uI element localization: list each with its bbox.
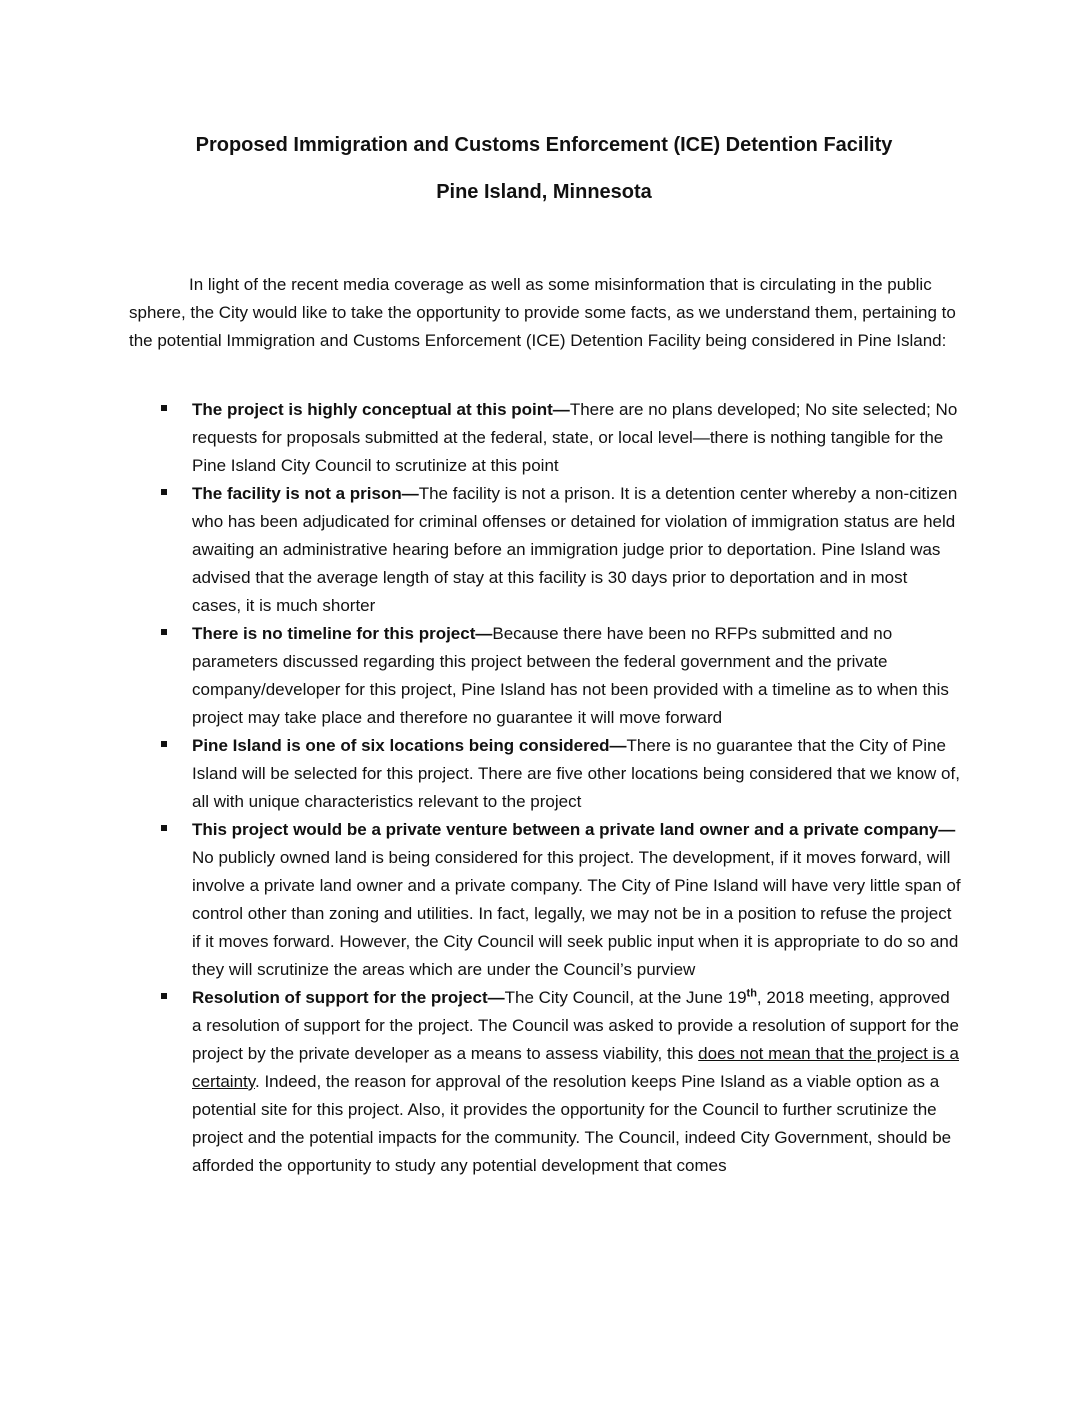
fact-text: No publicly owned land is being considered for this project. The development, if it moves forward, will involve a private land owner and a private company. The City of Pine Island will have very little span of control other than zoning and utilities. In fact, legally, we may not be in a position to refuse the project if it moves forward. However, the City Council will seek public input when it is appropriate to do so and they will scrutinize the areas which are under the Council’s purview <box>192 848 961 979</box>
square-bullet-icon <box>161 741 167 747</box>
fact-list <box>129 396 961 1180</box>
fact-text: There is no guarantee that the City of Pine Island will be selected for this project. There are five other locations being considered that we know of, all with unique characteristics relevant to the project <box>192 736 960 811</box>
fact-item-resolution <box>129 984 961 1180</box>
fact-item <box>129 620 961 732</box>
square-bullet-icon <box>161 825 167 831</box>
resolution-text-part-3: . Indeed, the reason for approval of the resolution keeps Pine Island as a viable option as a potential site for this project. Also, it provides the opportunity for the Council to further scrutinize the project and the potential impacts for the community. The Council, indeed City Government, should be afforded the opportunity to study any potential development that comes <box>192 1072 952 1175</box>
fact-heading: There is no timeline for this project— <box>192 624 493 643</box>
square-bullet-icon <box>161 993 167 999</box>
fact-item <box>129 816 961 984</box>
underlined-emphasis: does not mean that the project is a certainty <box>192 1044 959 1091</box>
fact-heading: This project would be a private venture between a private land owner and a private company— <box>192 820 956 839</box>
fact-heading: The facility is not a prison— <box>192 484 419 503</box>
fact-item <box>129 480 961 620</box>
document-subtitle-location: Pine Island, Minnesota <box>436 181 652 203</box>
fact-item <box>129 396 961 480</box>
fact-heading: The project is highly conceptual at this point— <box>192 400 570 419</box>
fact-heading: Pine Island is one of six locations being considered— <box>192 736 627 755</box>
square-bullet-icon <box>161 489 167 495</box>
fact-text: Because there have been no RFPs submitted and no parameters discussed regarding this project between the federal government and the private company/developer for this project, Pine Island has not been provided with a timeline as to when this project may take place and therefore no guarantee it will move forward <box>192 624 949 727</box>
resolution-text-part-1: The City Council, at the June 19 <box>504 988 747 1007</box>
intro-paragraph: In light of the recent media coverage as well as some misinformation that is circulating in the public sphere, the City would like to take the opportunity to provide some facts, as we understand them, pertaining to the potential Immigration and Customs Enforcement (ICE) Detention Facility being considered in Pine Island: <box>129 275 956 350</box>
fact-text: There are no plans developed; No site selected; No requests for proposals submitted at the federal, state, or local level—there is nothing tangible for the Pine Island City Council to scrutinize at this point <box>192 400 958 475</box>
resolution-text-part-2: , 2018 meeting, approved a resolution of support for the project. The Council was asked to provide a resolution of support for the project by the private developer as a means to assess viability, this <box>192 988 960 1063</box>
fact-heading: Resolution of support for the project— <box>192 988 505 1007</box>
fact-item <box>129 732 961 816</box>
fact-text: The facility is not a prison. It is a detention center whereby a non-citizen who has been adjudicated for criminal offenses or detained for violation of immigration status are held awaiting an administrative hearing before an immigration judge prior to deportation. Pine Island was advised that the average length of stay at this facility is 30 days prior to deportation and in most cases, it is much shorter <box>192 484 958 615</box>
ordinal-suffix: th <box>746 987 757 1000</box>
square-bullet-icon <box>161 629 167 635</box>
document-title: Proposed Immigration and Customs Enforcement (ICE) Detention Facility <box>195 134 893 156</box>
square-bullet-icon <box>161 405 167 411</box>
